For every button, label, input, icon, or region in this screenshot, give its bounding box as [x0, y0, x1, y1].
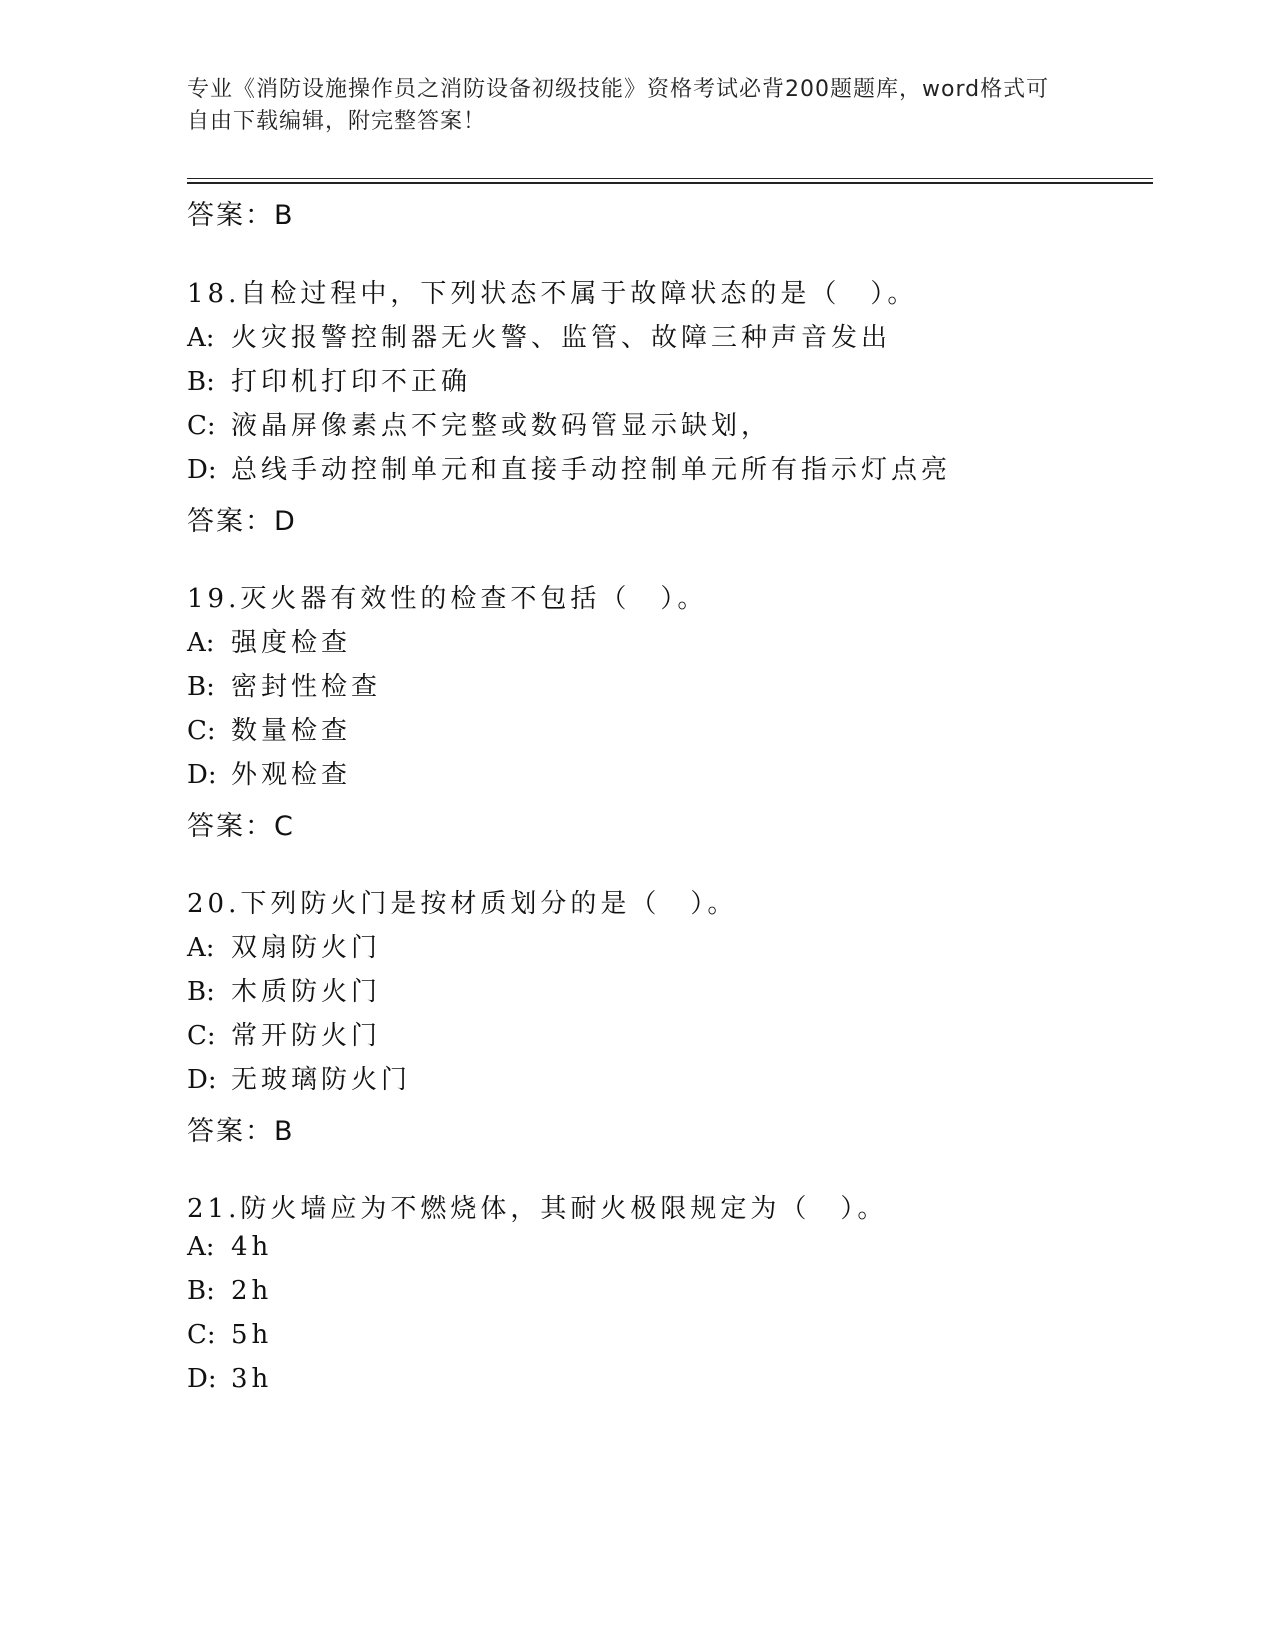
option-letter: C:: [187, 1320, 216, 1350]
option-letter: C:: [187, 716, 216, 746]
option-text: 常开防火门: [231, 1021, 382, 1051]
question-20-stem: 20.下列防火门是按材质划分的是（ ）。: [187, 889, 738, 919]
option-text: 双扇防火门: [231, 933, 382, 963]
question-18-option-d: [187, 449, 951, 486]
option-letter: D:: [187, 455, 217, 485]
question-19-option-a: [187, 622, 351, 659]
question-20-option-c: [187, 1015, 381, 1052]
option-letter: D:: [187, 760, 217, 790]
document-header: 专业《消防设施操作员之消防设备初级技能》资格考试必背200题题库，word格式可自由下载编辑，附完整答案！: [187, 77, 1050, 134]
option-letter: B:: [187, 1276, 215, 1306]
question-21-option-b: [187, 1276, 272, 1306]
question-18-option-c: [187, 405, 771, 442]
option-letter: A:: [187, 323, 215, 353]
option-text: 无玻璃防火门: [231, 1065, 412, 1095]
option-letter: B:: [187, 977, 215, 1007]
question-18-option-b: [187, 361, 471, 398]
answer-20: 答案：B: [187, 1116, 295, 1147]
option-letter: B:: [187, 367, 215, 397]
option-text: 2h: [231, 1276, 273, 1306]
option-letter: A:: [187, 1232, 215, 1262]
option-text: 密封性检查: [231, 672, 382, 702]
option-text: 火灾报警控制器无火警、监管、故障三种声音发出: [231, 323, 892, 353]
option-letter: D:: [187, 1364, 217, 1394]
question-19-stem: 19.灭火器有效性的检查不包括（ ）。: [187, 584, 708, 614]
option-text: 数量检查: [231, 716, 352, 746]
option-text: 5h: [231, 1320, 273, 1350]
option-text: 总线手动控制单元和直接手动控制单元所有指示灯点亮: [231, 455, 952, 485]
option-text: 外观检查: [231, 760, 352, 790]
option-text: 4h: [231, 1232, 273, 1262]
question-21-option-d: [187, 1364, 272, 1394]
header-rule-thick: [187, 182, 1153, 184]
option-text: 强度检查: [231, 628, 352, 658]
option-text: 3h: [231, 1364, 273, 1394]
option-text: 液晶屏像素点不完整或数码管显示缺划，: [231, 411, 772, 441]
question-20-option-a: [187, 927, 381, 964]
answer-18: 答案：D: [187, 506, 297, 537]
answer-17: 答案：B: [187, 200, 295, 231]
question-19-option-b: [187, 666, 381, 703]
option-letter: B:: [187, 672, 215, 702]
option-letter: C:: [187, 1021, 216, 1051]
question-19-option-d: [187, 754, 351, 791]
question-18-stem: 18.自检过程中，下列状态不属于故障状态的是（ ）。: [187, 279, 918, 309]
question-18-option-a: [187, 317, 891, 354]
answer-19: 答案：C: [187, 811, 295, 842]
option-text: 木质防火门: [231, 977, 382, 1007]
option-letter: D:: [187, 1065, 217, 1095]
question-20-option-d: [187, 1059, 411, 1096]
option-letter: A:: [187, 628, 215, 658]
option-text: 打印机打印不正确: [231, 367, 472, 397]
question-21-stem: 21.防火墙应为不燃烧体，其耐火极限规定为（ ）。: [187, 1194, 888, 1224]
header-rule-thin: [187, 178, 1153, 179]
question-21-option-c: [187, 1320, 272, 1350]
question-21-option-a: [187, 1232, 272, 1262]
option-letter: A:: [187, 933, 215, 963]
question-20-option-b: [187, 971, 381, 1008]
question-19-option-c: [187, 710, 351, 747]
option-letter: C:: [187, 411, 216, 441]
